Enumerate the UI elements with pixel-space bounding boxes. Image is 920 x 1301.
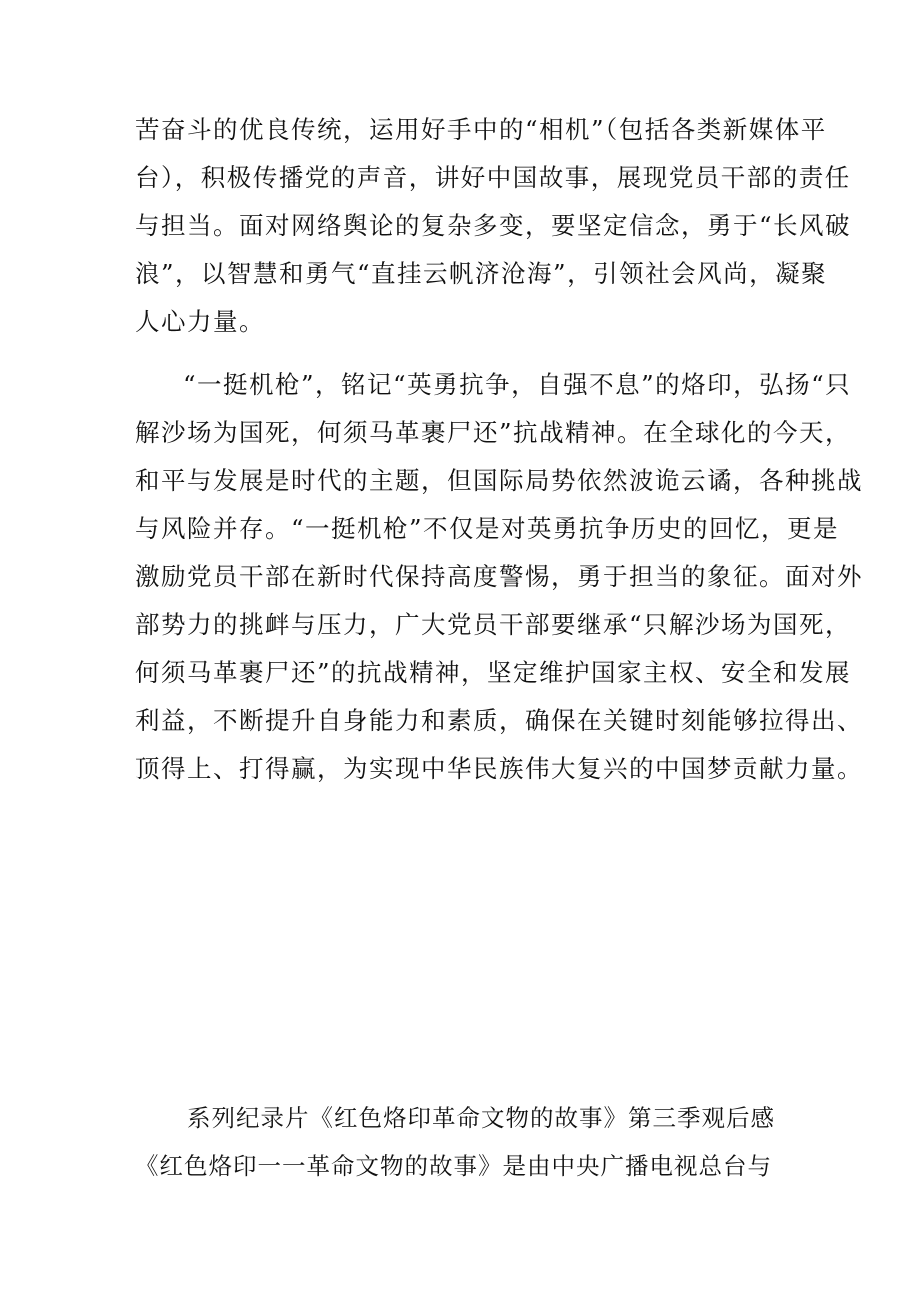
paragraph-line: 人心力量。 bbox=[135, 307, 265, 336]
paragraph-line: “一挺机枪”，铭记“英勇抗争，自强不息”的烙印，弘扬“只 bbox=[183, 370, 852, 399]
paragraph-line: 激励党员干部在新时代保持高度警惕，勇于担当的象征。面对外 bbox=[135, 562, 863, 591]
paragraph-line: 浪”，以智慧和勇气“直挂云帆济沧海”，引领社会风尚，凝聚 bbox=[135, 259, 828, 288]
paragraph-line: 和平与发展是时代的主题，但国际局势依然波诡云谲，各种挑战 bbox=[135, 466, 863, 495]
article-title: 系列纪录片《红色烙印革命文物的故事》第三季观后感 bbox=[187, 1104, 775, 1132]
paragraph-line: 何须马革裹尸还”的抗战精神，坚定维护国家主权、安全和发展 bbox=[135, 658, 852, 687]
paragraph-line: 利益，不断提升自身能力和素质，确保在关键时刻能够拉得出、 bbox=[135, 706, 863, 735]
paragraph-line: 解沙场为国死，何须马革裹尸还”抗战精神。在全球化的今天， bbox=[135, 418, 852, 447]
paragraph-line: 顶得上、打得赢，为实现中华民族伟大复兴的中国梦贡献力量。 bbox=[135, 754, 863, 783]
paragraph-line: 台），积极传播党的声音，讲好中国故事，展现党员干部的责任 bbox=[135, 163, 851, 192]
paragraph-line: 与担当。面对网络舆论的复杂多变，要坚定信念，勇于“长风破 bbox=[135, 211, 852, 240]
paragraph-line: 苦奋斗的优良传统，运用好手中的“相机”（包括各类新媒体平 bbox=[135, 115, 827, 144]
paragraph-line: 与风险并存。“一挺机枪”不仅是对英勇抗争历史的回忆，更是 bbox=[135, 514, 840, 543]
article-first-line: 《红色烙印一一革命文物的故事》是由中央广播电视总台与 bbox=[135, 1152, 772, 1180]
paragraph-line: 部势力的挑衅与压力，广大党员干部要继承“只解沙场为国死， bbox=[135, 610, 852, 639]
